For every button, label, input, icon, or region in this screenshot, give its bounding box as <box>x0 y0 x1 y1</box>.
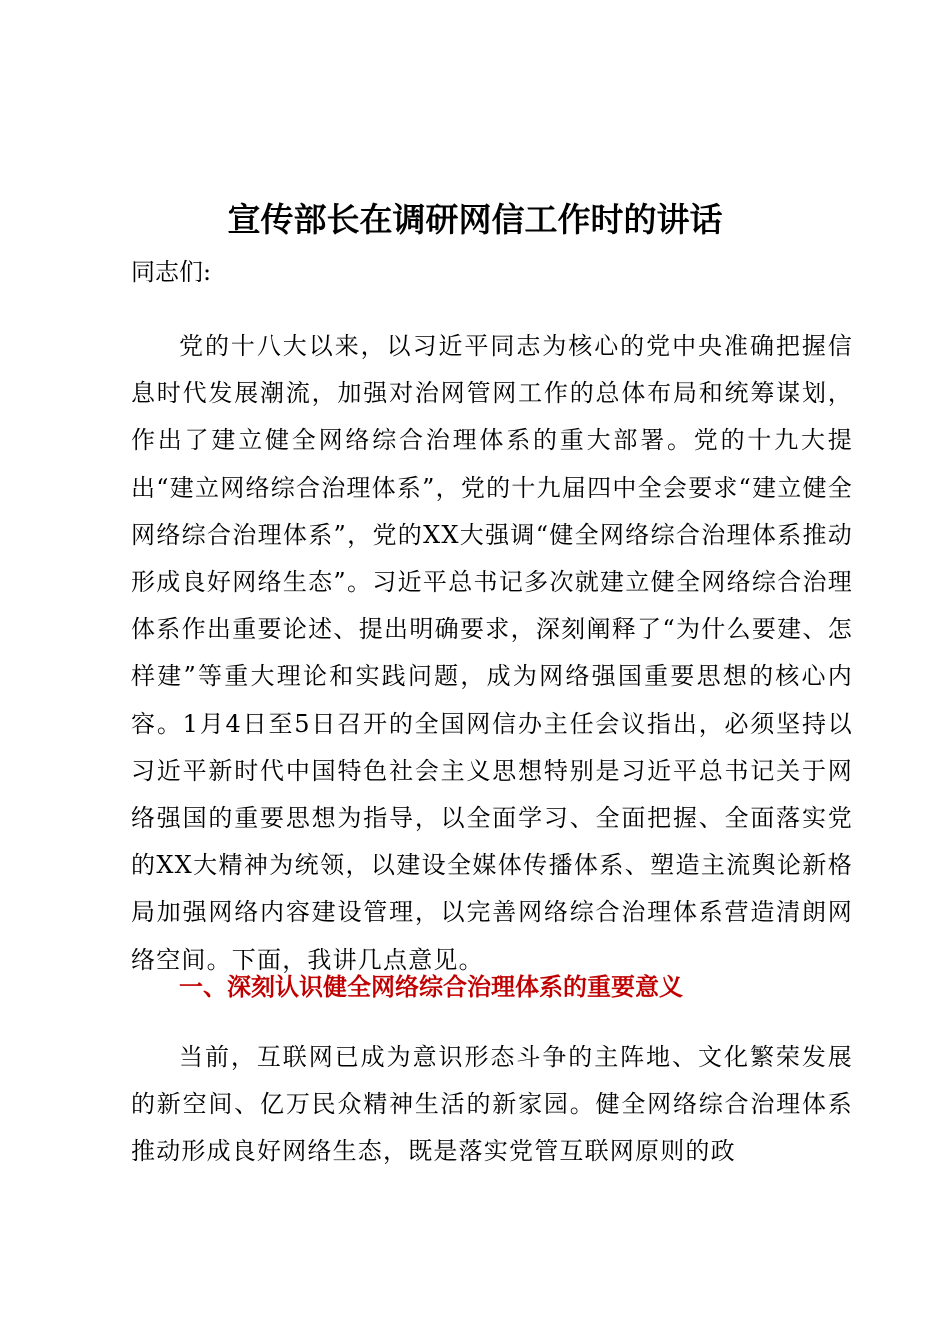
document-title: 宣传部长在调研网信工作时的讲话 <box>227 200 723 239</box>
paragraph-intro: 党的十八大以来，以习近平同志为核心的党中央准确把握信息时代发展潮流，加强对治网管网工作的总体布局和统筹谋划，作出了建立健全网络综合治理体系的重大部署。党的十九大提出“建立网络综合治理体系”，党的十九届四中全会要求“建立健全网络综合治理体系”，党的XX大强调“健全网络综合治理体系推动形成良好网络生态”。习近平总书记多次就建立健全网络综合治理体系作出重要论述、提出明确要求，深刻阐释了“为什么要建、怎样建”等重大理论和实践问题，成为网络强国重要思想的核心内容。1月4日至5日召开的全国网信办主任会议指出，必须坚持以习近平新时代中国特色社会主义思想特别是习近平总书记关于网络强国的重要思想为指导，以全面学习、全面把握、全面落实党的XX大精神为统领，以建设全媒体传播体系、塑造主流舆论新格局加强网络内容建设管理，以完善网络综合治理体系营造清朗网络空间。下面，我讲几点意见。 <box>131 332 853 974</box>
salutation: 同志们: <box>131 258 212 286</box>
section-heading-1: 一、深刻认识健全网络综合治理体系的重要意义 <box>179 973 683 1001</box>
paragraph-section-1: 当前，互联网已成为意识形态斗争的主阵地、文化繁荣发展的新空间、亿万民众精神生活的新家园。健全网络综合治理体系推动形成良好网络生态，既是落实党管互联网原则的政 <box>131 1043 853 1166</box>
